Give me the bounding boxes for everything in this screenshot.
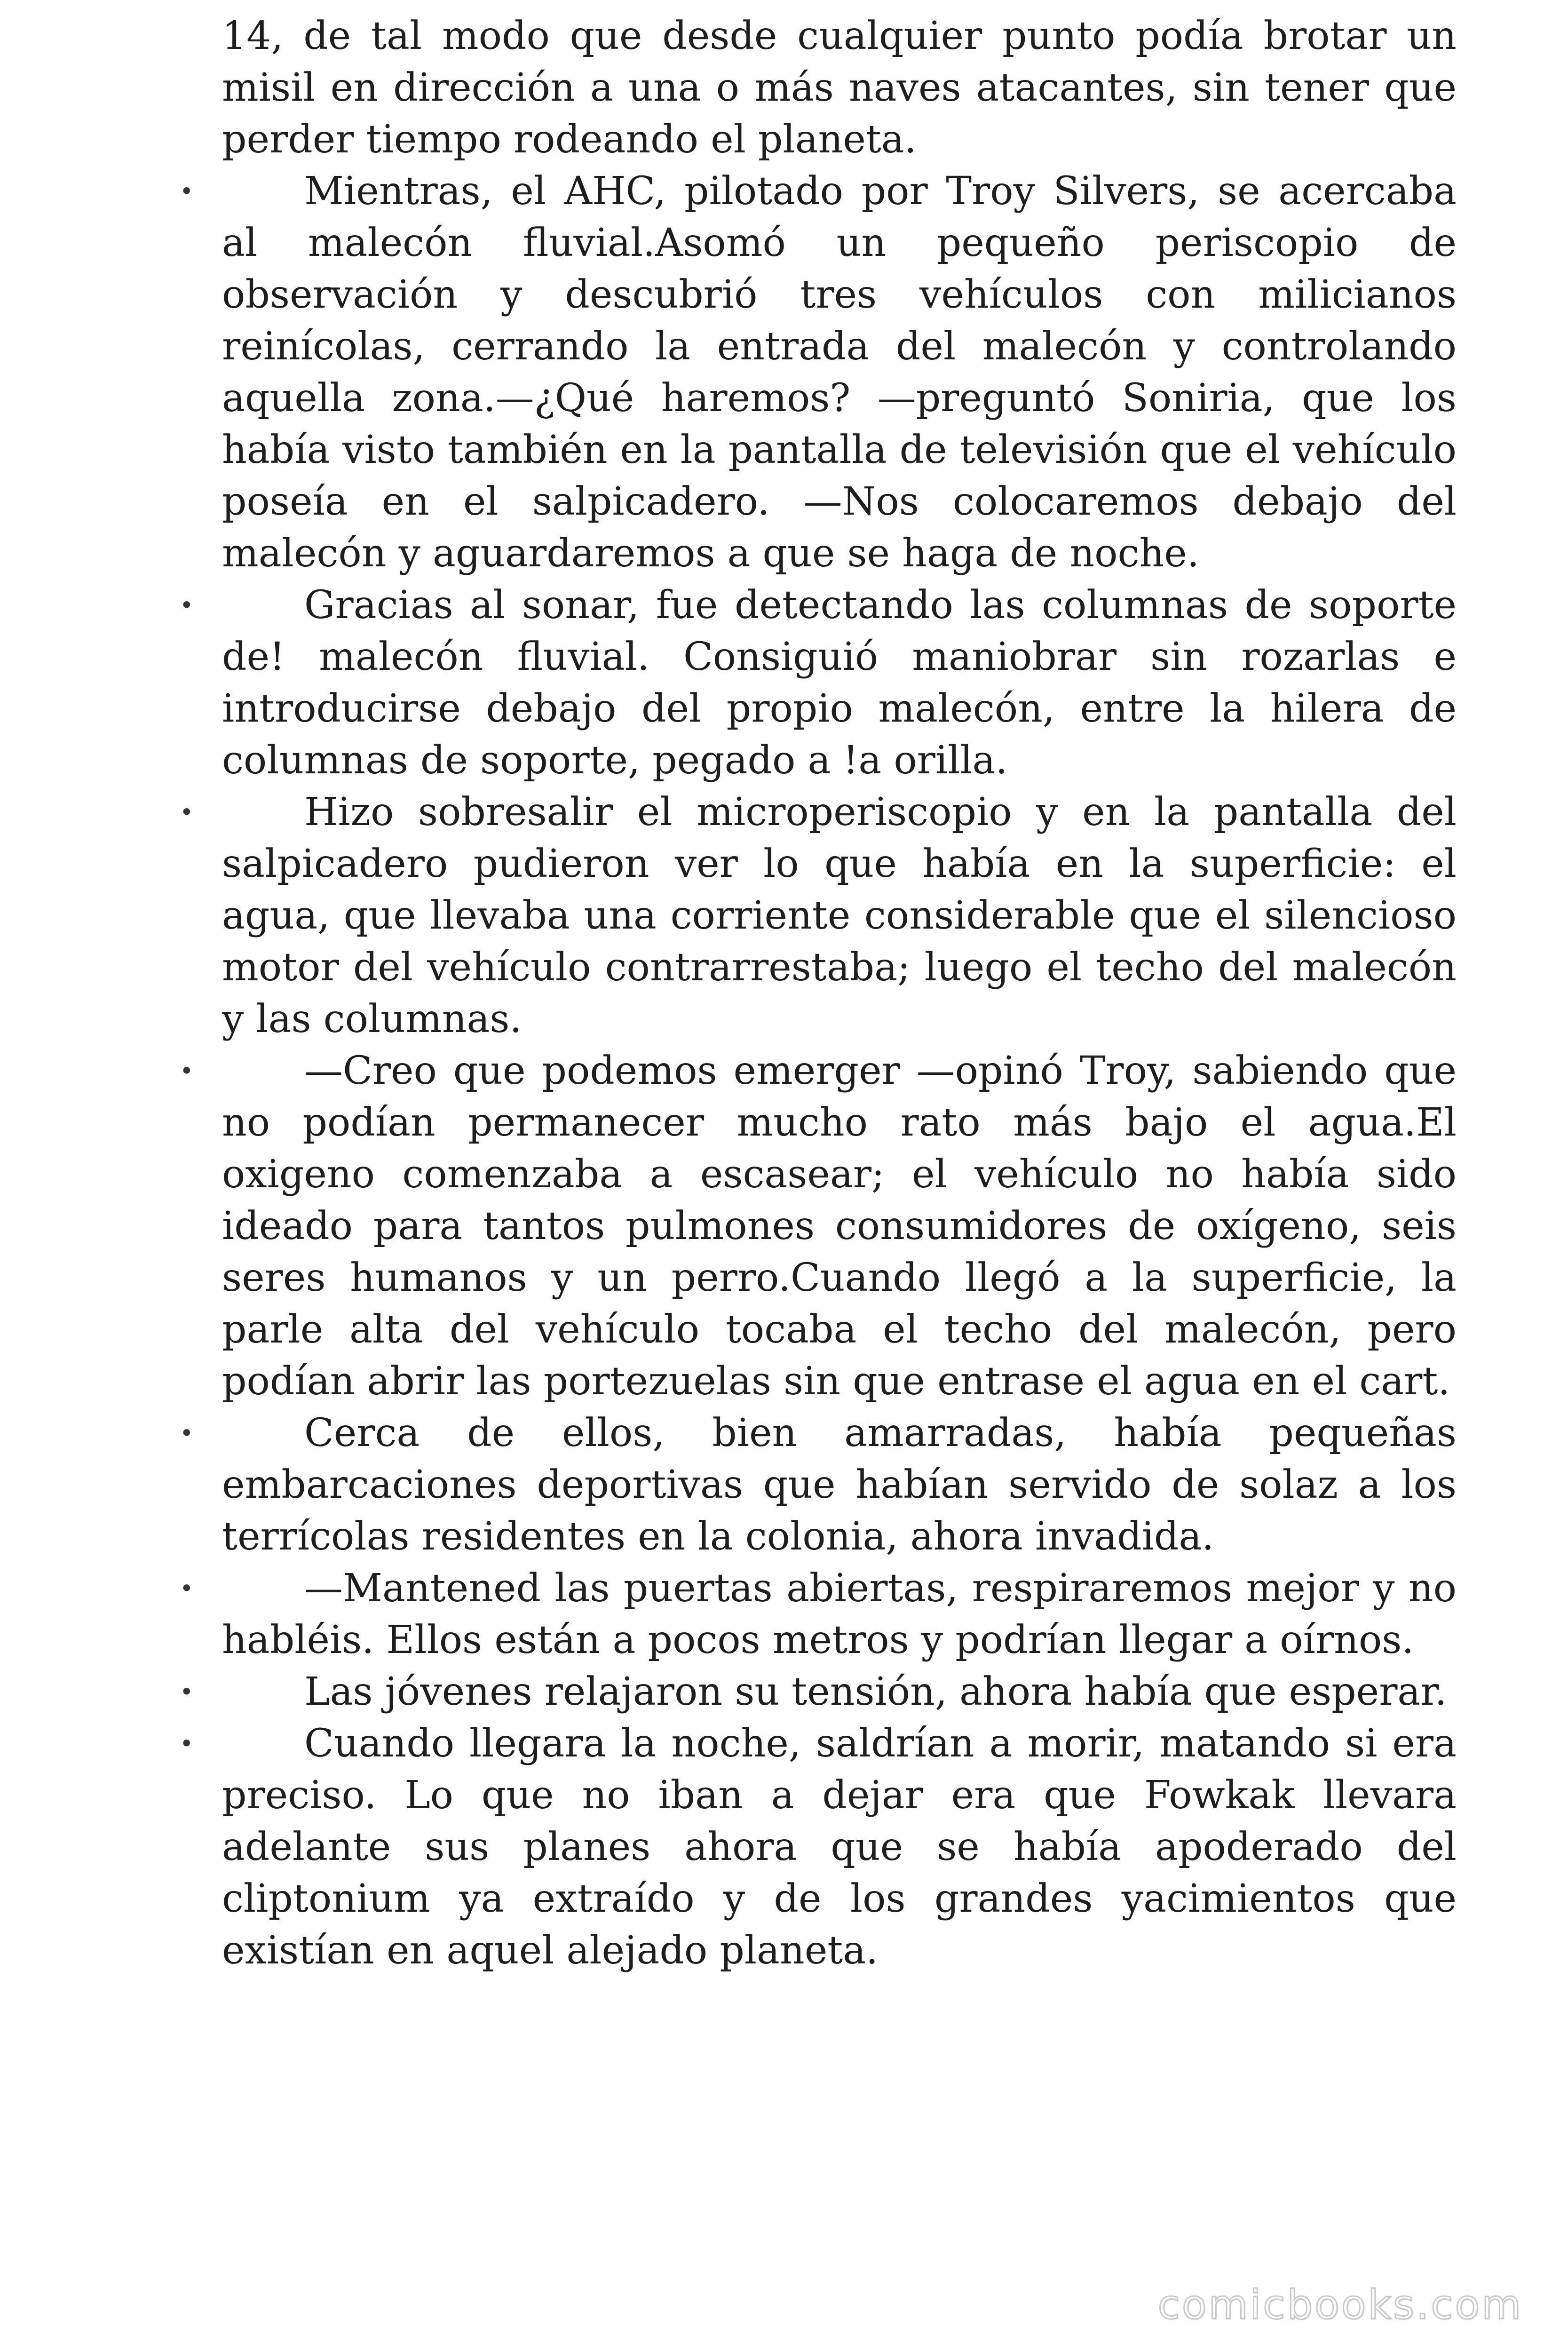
bullet-icon: • xyxy=(180,1420,194,1447)
paragraph xyxy=(180,166,1457,580)
paragraph-text: —Creo que podemos emerger —opinó Troy, sabiendo que no podían permanecer mucho rato más bajo el agua.El oxigeno comenzaba a escasear; el vehículo no había sido ideado para tantos pulmones consumidores de oxígeno, seis seres humanos y un perro.Cuando llegó a la superficie, la parle alta del vehículo tocaba el techo del malecón, pero podían abrir las portezuelas sin que entrase el agua en el cart. xyxy=(222,1049,1457,1404)
paragraph-text: —Mantened las puertas abiertas, respiraremos mejor y no habléis. Ellos están a pocos metros y podrían llegar a oírnos. xyxy=(222,1566,1457,1662)
paragraph xyxy=(180,787,1457,1045)
bullet-icon: • xyxy=(180,799,194,826)
paragraph xyxy=(180,580,1457,787)
paragraph-text: Cuando llegara la noche, saldrían a morir, matando si era preciso. Lo que no iban a dejar era que Fowkak llevara adelante sus planes ahora que se había apoderado del cliptonium ya extraído y de los grandes yacimientos que existían en aquel alejado planeta. xyxy=(222,1721,1457,1973)
bullet-icon: • xyxy=(180,1678,194,1706)
bullet-icon: • xyxy=(180,178,194,205)
paragraph-text: Gracias al sonar, fue detectando las columnas de soporte de! malecón fluvial. Consiguió maniobrar sin rozarlas e introducirse debajo del propio malecón, entre la hilera de columnas de soporte, pegado a !a orilla. xyxy=(222,583,1457,783)
paragraph xyxy=(180,1407,1457,1563)
page-body xyxy=(0,10,1568,1977)
paragraph xyxy=(180,1666,1457,1718)
paragraph-text: Cerca de ellos, bien amarradas, había pequeñas embarcaciones deportivas que habían servido de solaz a los terrícolas residentes en la colonia, ahora invadida. xyxy=(222,1411,1457,1559)
watermark: comicbooks.com xyxy=(1157,2281,1523,2328)
paragraph-continued xyxy=(222,10,1457,166)
bullet-icon: • xyxy=(180,592,194,619)
paragraph-text: 14, de tal modo que desde cualquier punto podía brotar un misil en dirección a una o más naves atacantes, sin tener que perder tiempo rodeando el planeta. xyxy=(222,14,1457,162)
paragraph xyxy=(180,1563,1457,1666)
paragraph xyxy=(180,1045,1457,1407)
bullet-icon: • xyxy=(180,1057,194,1085)
paragraph-text: Las jóvenes relajaron su tensión, ahora había que esperar. xyxy=(304,1669,1447,1714)
bullet-icon: • xyxy=(180,1730,194,1757)
paragraph xyxy=(180,1718,1457,1977)
paragraph-text: Hizo sobresalir el microperiscopio y en la pantalla del salpicadero pudieron ver lo que había en la superficie: el agua, que llevaba una corriente considerable que el silencioso motor del vehículo contrarrestaba; luego el techo del malecón y las columnas. xyxy=(222,790,1457,1041)
bullet-icon: • xyxy=(180,1575,194,1602)
paragraph-text: Mientras, el AHC, pilotado por Troy Silvers, se acercaba al malecón fluvial.Asomó un pequeño periscopio de observación y descubrió tres vehículos con milicianos reinícolas, cerrando la entrada del malecón y controlando aquella zona.—¿Qué haremos? —preguntó Soniria, que los había visto también en la pantalla de televisión que el vehículo poseía en el salpicadero. —Nos colocaremos debajo del malecón y aguardaremos a que se haga de noche. xyxy=(222,169,1457,576)
